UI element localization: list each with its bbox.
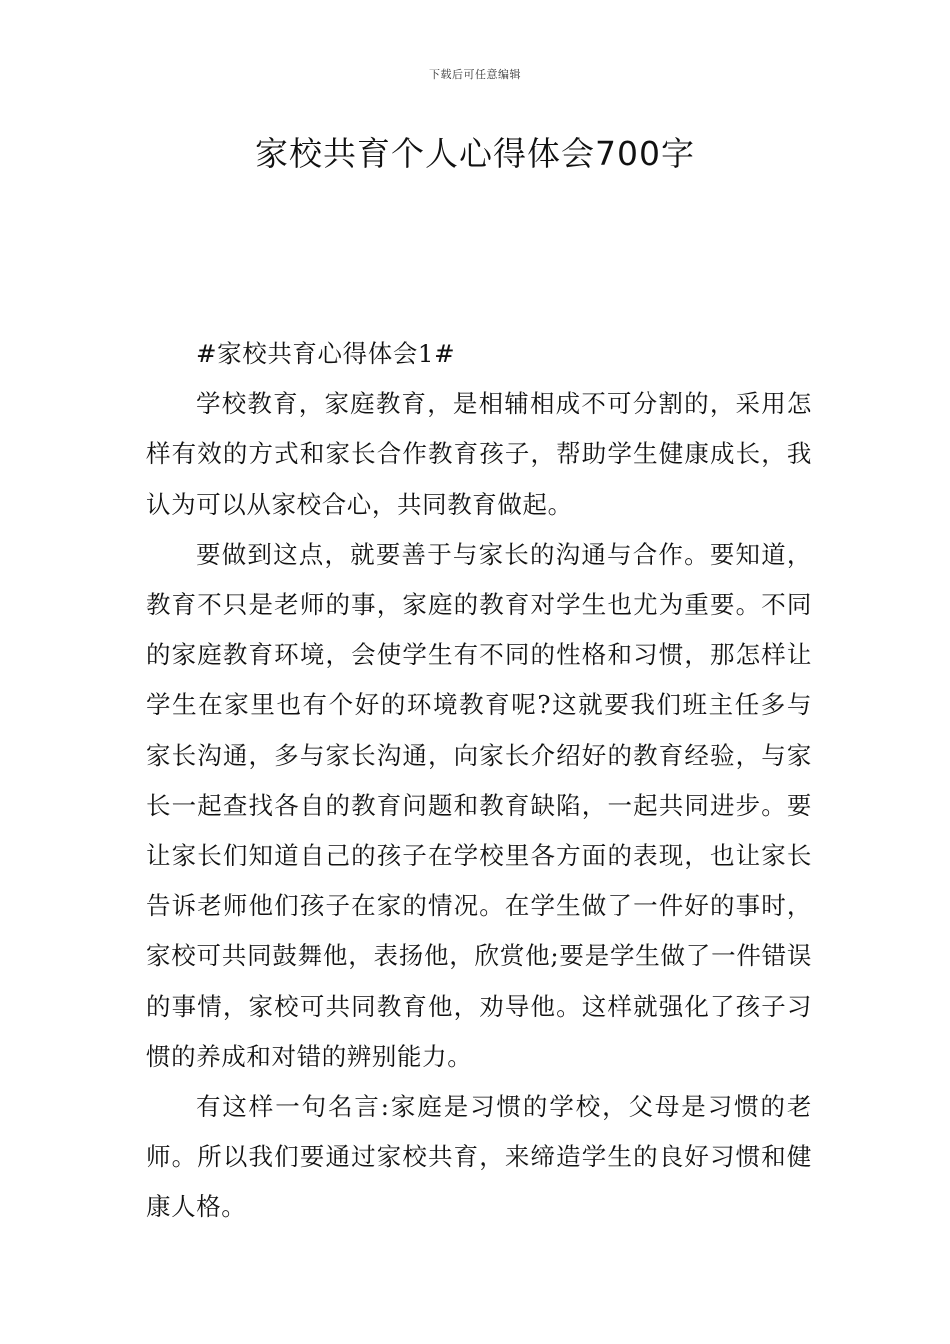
section-heading: #家校共育心得体会1#	[196, 339, 456, 368]
document-body	[146, 329, 812, 1233]
paragraph-2: 要做到这点，就要善于与家长的沟通与合作。要知道，教育不只是老师的事，家庭的教育对学生也尤为重要。不同的家庭教育环境，会使学生有不同的性格和习惯，那怎样让学生在家里也有个好的环境教育呢?这就要我们班主任多与家长沟通，多与家长沟通，向家长介绍好的教育经验，与家长一起查找各自的教育问题和教育缺陷，一起共同进步。要让家长们知道自己的孩子在学校里各方面的表现，也让家长告诉老师他们孩子在家的情况。在学生做了一件好的事时，家校可共同鼓舞他，表扬他，欣赏他;要是学生做了一件错误的事情，家校可共同教育他，劝导他。这样就强化了孩子习惯的养成和对错的辨别能力。	[146, 539, 812, 1071]
header-note: 下载后可任意编辑	[429, 68, 521, 81]
paragraph-3: 有这样一句名言:家庭是习惯的学校，父母是习惯的老师。所以我们要通过家校共育，来缔造学生的良好习惯和健康人格。	[146, 1092, 812, 1222]
paragraph-1: 学校教育，家庭教育，是相辅相成不可分割的，采用怎样有效的方式和家长合作教育孩子，帮助学生健康成长，我认为可以从家校合心，共同教育做起。	[146, 389, 812, 519]
document-title: 家校共育个人心得体会700字	[255, 134, 695, 173]
